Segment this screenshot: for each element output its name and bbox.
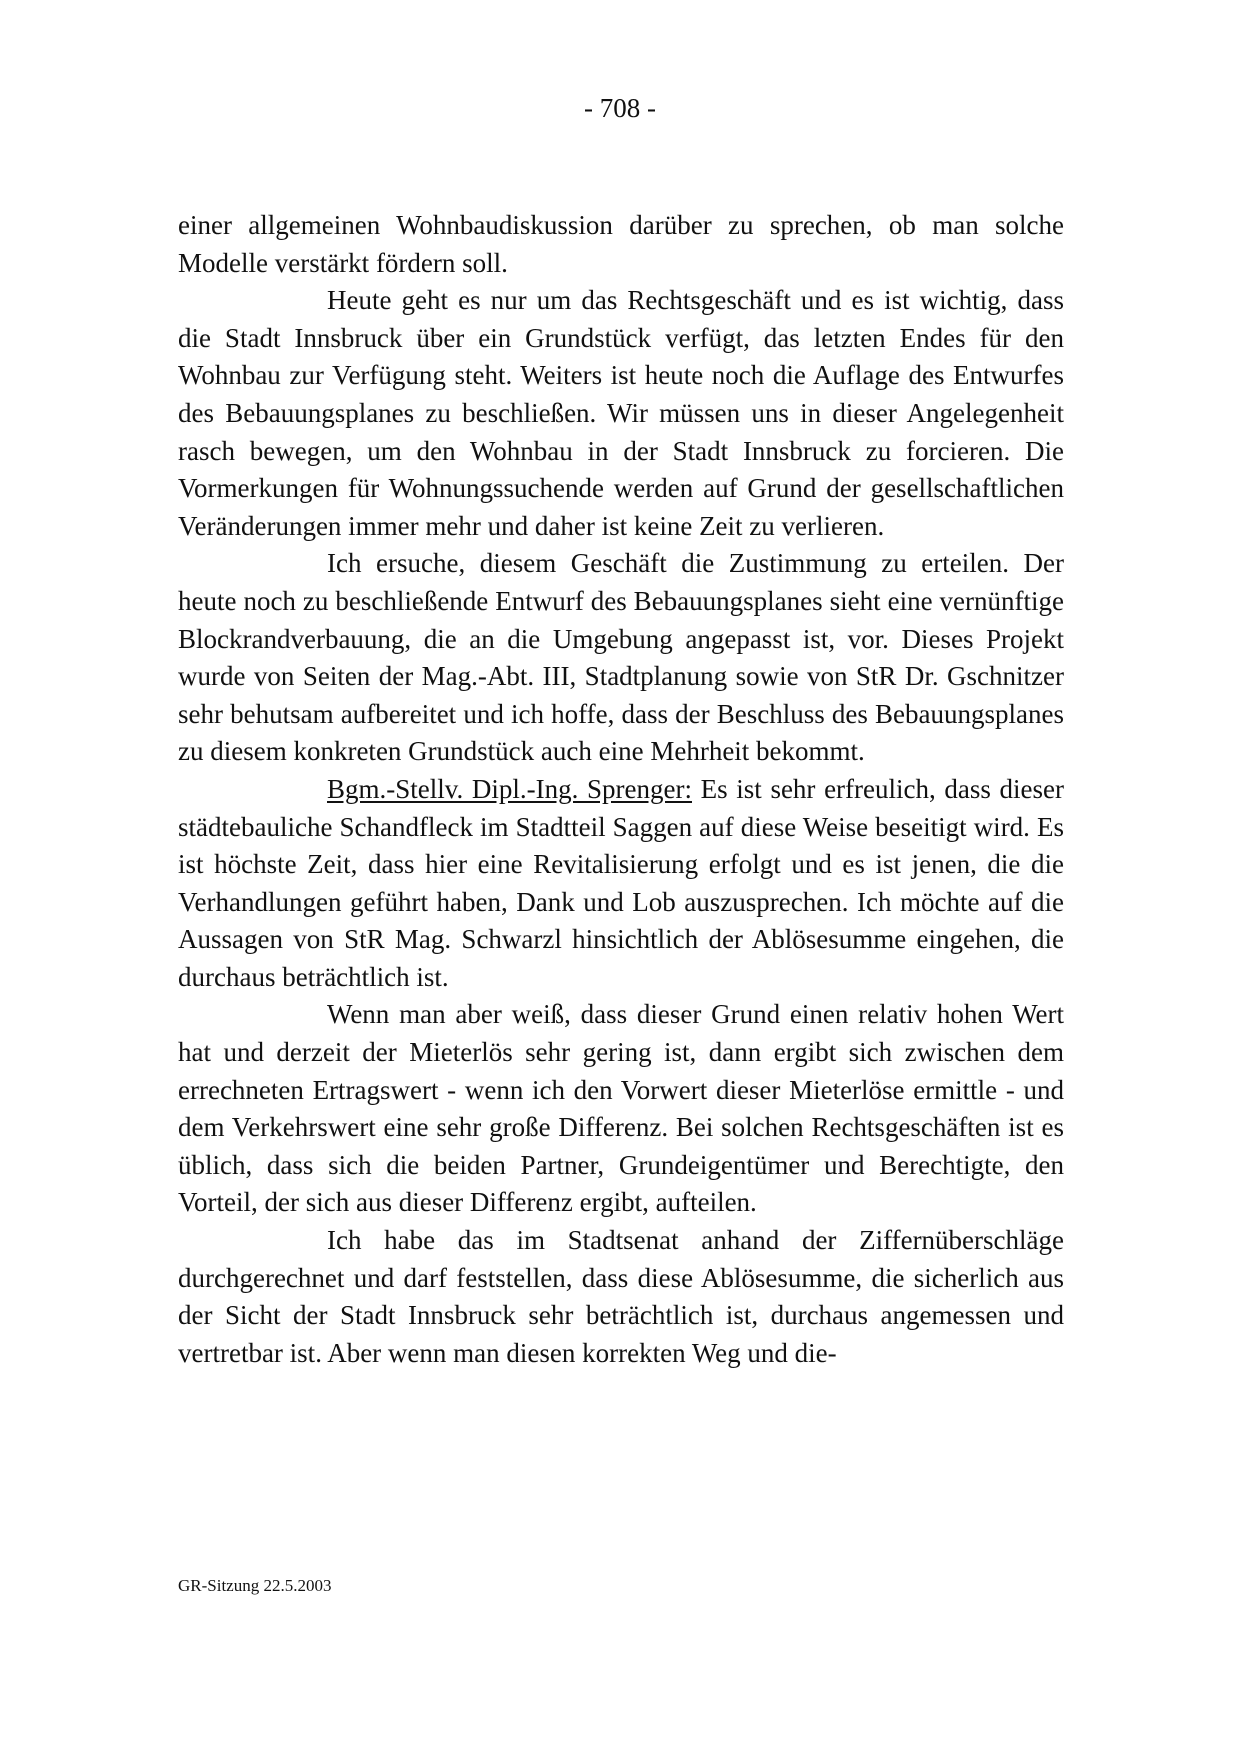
paragraph-continuation: einer allgemeinen Wohnbaudiskussion darüber zu sprechen, ob man solche Modelle verstärkt fördern soll. xyxy=(178,210,1064,278)
page-number: - 708 - xyxy=(584,93,656,123)
paragraph: Ich ersuche, diesem Geschäft die Zustimmung zu erteilen. Der heute noch zu beschließende Entwurf des Bebauungsplanes sieht eine vernünftige Blockrandverbauung, die an die Umgebung angepasst ist, vor. Dieses Projekt wurde von Seiten der Mag.-Abt. III, Stadtplanung sowie von StR Dr. Gschnitzer sehr behutsam aufbereitet und ich hoffe, dass der Beschluss des Bebauungsplanes zu diesem konkreten Grundstück auch eine Mehrheit bekommt. xyxy=(178,548,1064,767)
paragraph-speaker-statement xyxy=(178,771,1064,997)
footer-session-date: GR-Sitzung 22.5.2003 xyxy=(178,1576,332,1595)
speaker-statement-text: Es ist sehr erfreulich, dass dieser städtebauliche Schandfleck im Stadtteil Saggen auf diese Weise beseitigt wird. Es ist höchste Zeit, dass hier eine Revitalisierung erfolgt und es ist jenen, die die Verhandlungen geführt haben, Dank und Lob auszusprechen. Ich möchte auf die Aussagen von StR Mag. Schwarzl hinsichtlich der Ablösesumme eingehen, die durchaus beträchtlich ist. xyxy=(178,773,1064,992)
document-body xyxy=(178,207,1064,1372)
speaker-name: Bgm.-Stellv. Dipl.-Ing. Sprenger: xyxy=(327,773,692,804)
paragraph: Ich habe das im Stadtsenat anhand der Ziffernüberschläge durchgerechnet und darf feststellen, dass diese Ablösesumme, die sicherlich aus der Sicht der Stadt Innsbruck sehr beträchtlich ist, durchaus angemessen und vertretbar ist. Aber wenn man diesen korrekten Weg und die- xyxy=(178,1225,1064,1368)
paragraph: Wenn man aber weiß, dass dieser Grund einen relativ hohen Wert hat und derzeit der Mieterlös sehr gering ist, dann ergibt sich zwischen dem errechneten Ertragswert - wenn ich den Vorwert dieser Mieterlöse ermittle - und dem Verkehrswert eine sehr große Differenz. Bei solchen Rechtsgeschäften ist es üblich, dass sich die beiden Partner, Grundeigentümer und Berechtigte, den Vorteil, der sich aus dieser Differenz ergibt, aufteilen. xyxy=(178,999,1064,1218)
paragraph: Heute geht es nur um das Rechtsgeschäft und es ist wichtig, dass die Stadt Innsbruck über ein Grundstück verfügt, das letzten Endes für den Wohnbau zur Verfügung steht. Weiters ist heute noch die Auflage des Entwurfes des Bebauungsplanes zu beschließen. Wir müssen uns in dieser Angelegenheit rasch bewegen, um den Wohnbau in der Stadt Innsbruck zu forcieren. Die Vormerkungen für Wohnungssuchende werden auf Grund der gesellschaftlichen Veränderungen immer mehr und daher ist keine Zeit zu verlieren. xyxy=(178,285,1064,541)
